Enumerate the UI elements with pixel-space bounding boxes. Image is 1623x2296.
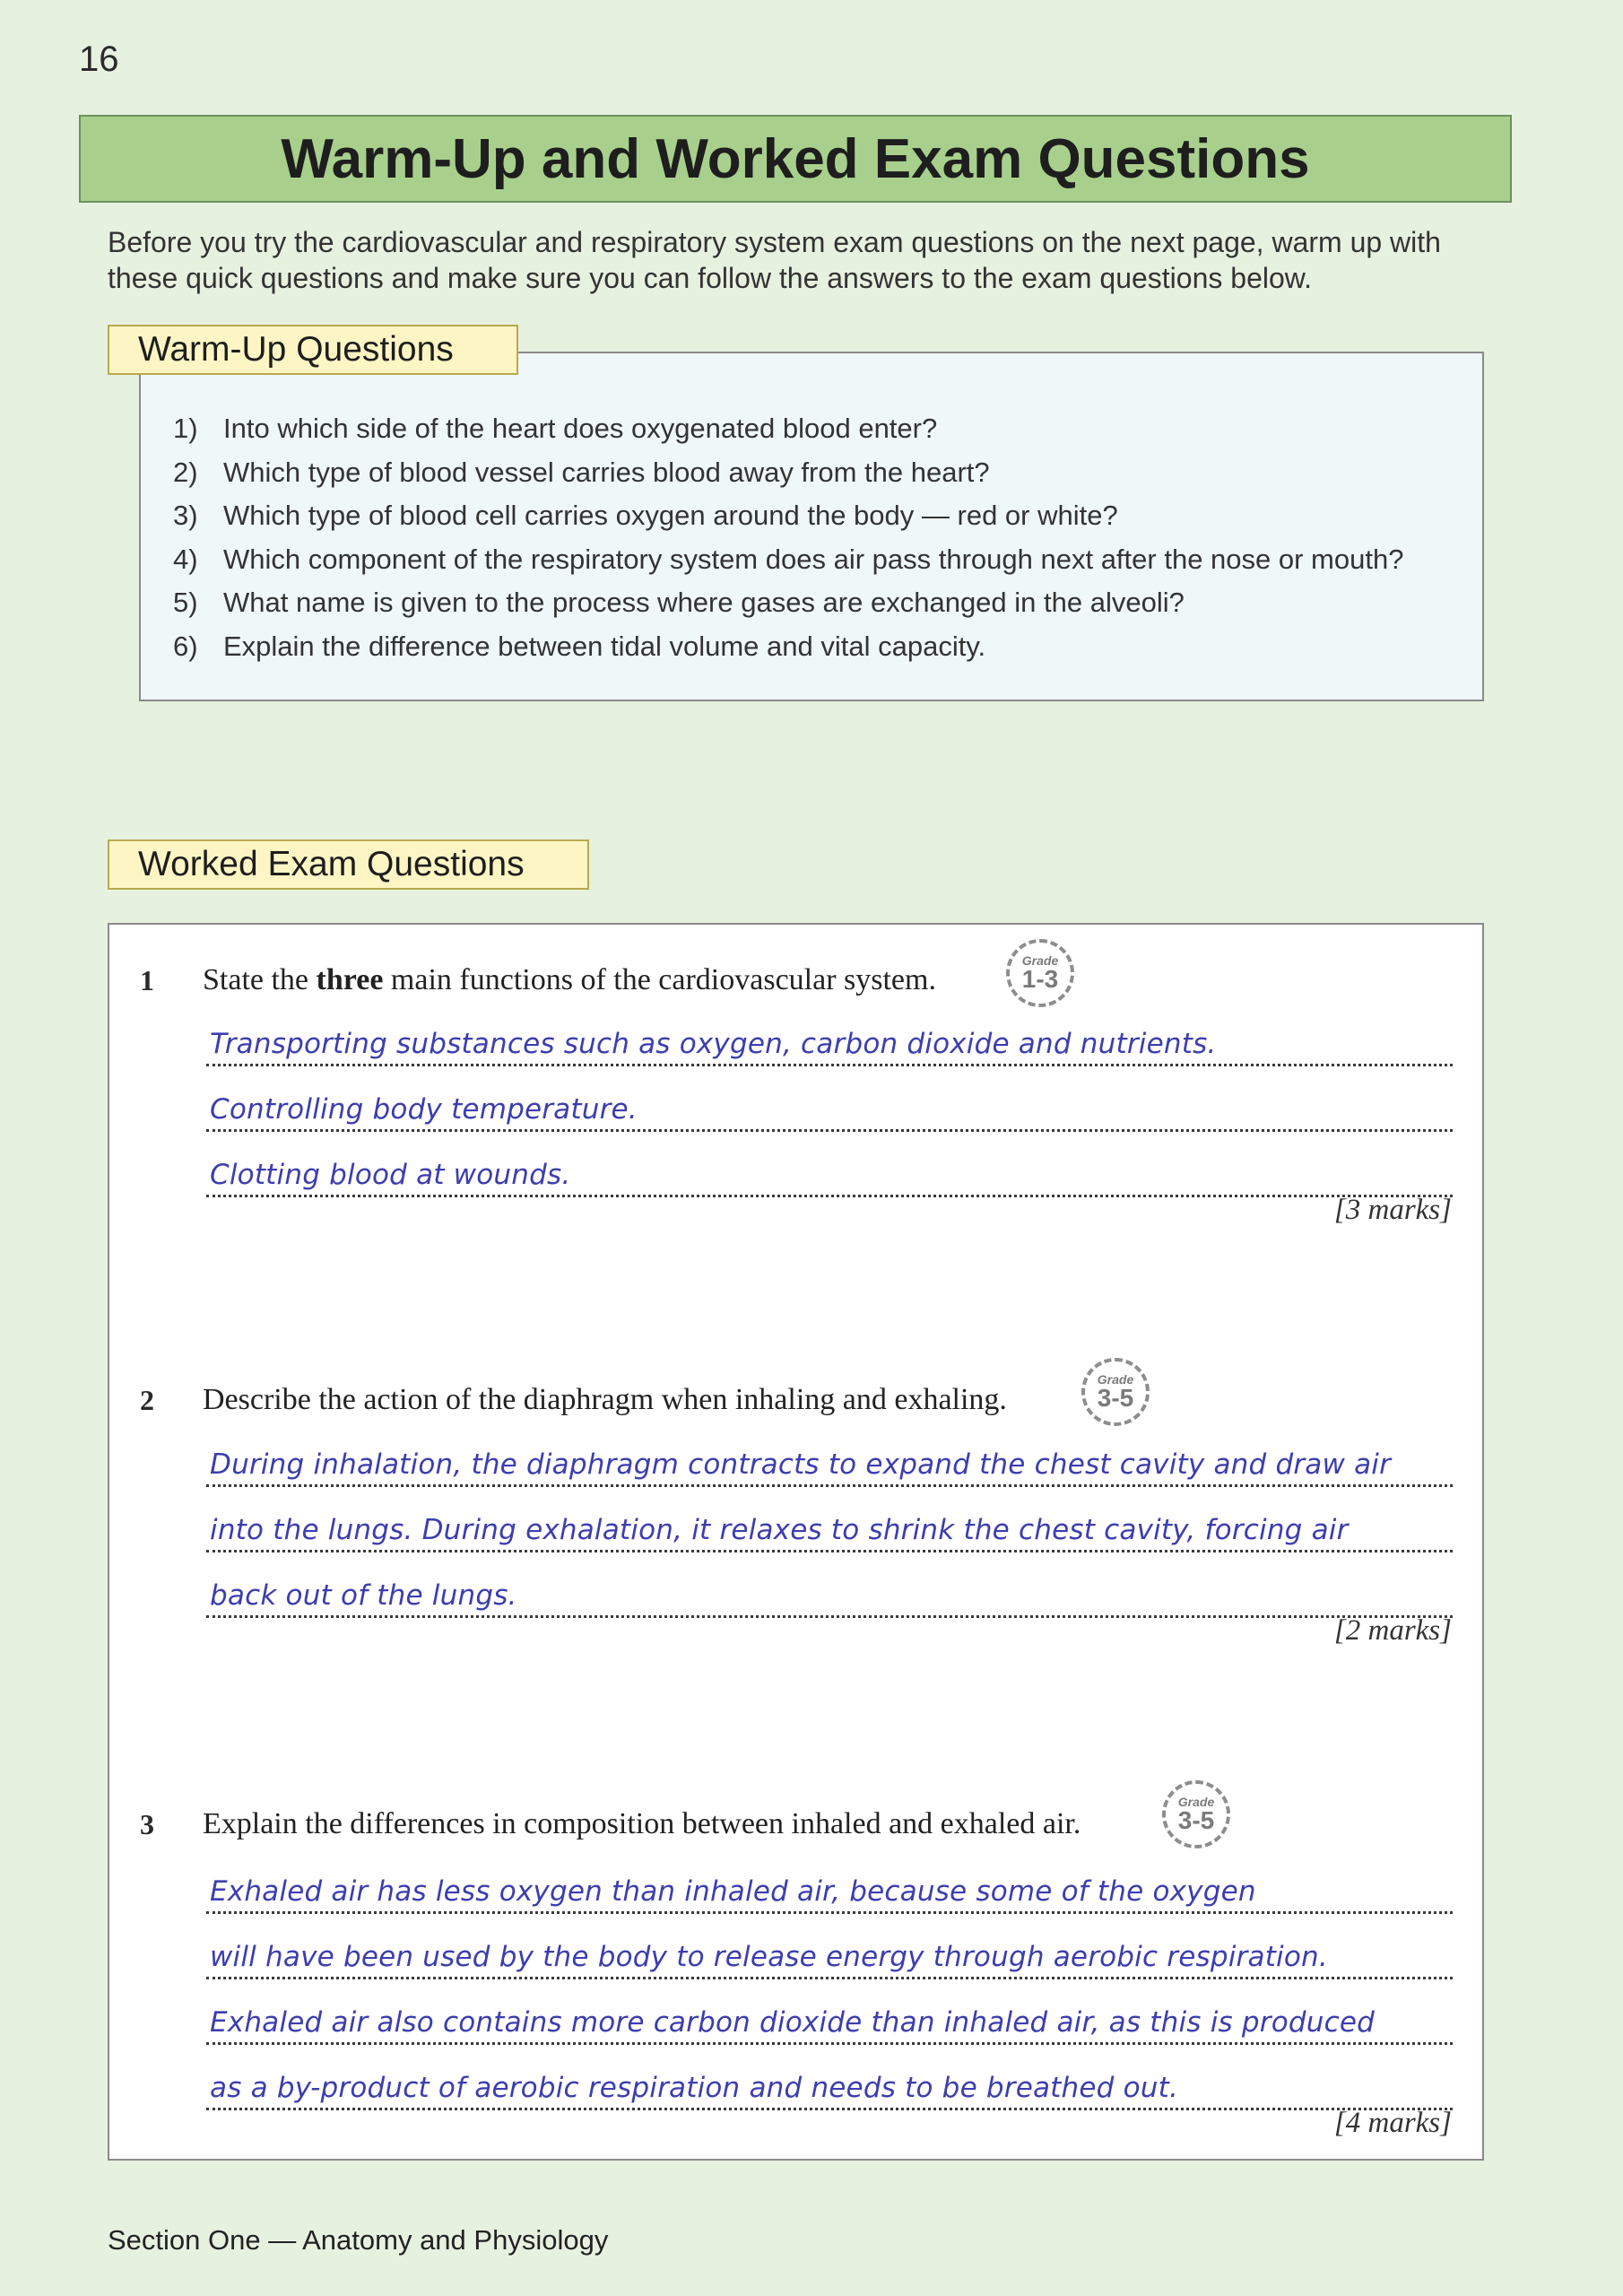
exam-question-1 — [109, 953, 1482, 1007]
warmup-question — [173, 494, 1403, 538]
warmup-question-number: 5) — [173, 587, 198, 618]
grade-range: 1-3 — [1021, 965, 1059, 993]
warmup-question-number: 3) — [173, 500, 198, 531]
warmup-question-number: 1) — [173, 413, 198, 444]
answer-line: Exhaled air also contains more carbon dioxide than inhaled air, as this is produced — [206, 2000, 1453, 2045]
grade-word: Grade — [1021, 953, 1059, 968]
warmup-question-list — [173, 407, 1403, 668]
warmup-question-text: Which type of blood cell carries oxygen around the body — red or white? — [223, 500, 1118, 531]
grade-word: Grade — [1177, 1795, 1215, 1809]
warmup-question — [173, 581, 1403, 625]
warmup-heading: Warm-Up Questions — [108, 325, 518, 375]
intro-text: Before you try the cardiovascular and respiratory system exam questions on the next page, warm up with these quick questions and make sure you can follow the answers to the exam questions below. — [108, 226, 1441, 294]
grade-badge-icon — [1081, 1358, 1150, 1426]
marks-label: [2 marks] — [1333, 1614, 1452, 1647]
marks-label: [4 marks] — [1333, 2107, 1452, 2139]
grade-word: Grade — [1097, 1372, 1134, 1387]
warmup-question — [173, 451, 1403, 495]
warmup-question-number: 6) — [173, 630, 198, 662]
warmup-question — [173, 625, 1403, 669]
answer-line: will have been used by the body to release energy through aerobic respiration. — [206, 1935, 1453, 1979]
exam-question-2 — [109, 1373, 1482, 1427]
warmup-question-text: Which type of blood vessel carries blood away from the heart? — [223, 456, 990, 488]
exam-question-3 — [109, 1797, 1482, 1851]
answer-line: During inhalation, the diaphragm contracts to expand the chest cavity and draw air — [206, 1442, 1453, 1487]
warmup-box — [139, 352, 1484, 701]
answer-line: Clotting blood at wounds. — [206, 1152, 1453, 1197]
warmup-question — [173, 538, 1403, 582]
marks-label: [3 marks] — [1333, 1194, 1452, 1226]
question-text-emphasis: three — [316, 963, 384, 996]
warmup-question-number: 2) — [173, 456, 198, 488]
warmup-question-text: Into which side of the heart does oxygenated blood enter? — [223, 413, 938, 444]
answer-line: Controlling body temperature. — [206, 1087, 1453, 1132]
warmup-question-text: Which component of the respiratory system does air pass through next after the nose or mouth? — [223, 543, 1404, 575]
question-text-start: State the — [203, 963, 317, 996]
page-title: Warm-Up and Worked Exam Questions — [79, 115, 1512, 203]
grade-range: 3-5 — [1097, 1384, 1134, 1412]
answer-line: Exhaled air has less oxygen than inhaled air, because some of the oxygen — [206, 1869, 1453, 1914]
question-text: Explain the differences in composition between inhaled and exhaled air. — [203, 1807, 1081, 1840]
warmup-question-number: 4) — [173, 543, 198, 575]
answer-line: as a by-product of aerobic respiration and needs to be breathed out. — [206, 2066, 1453, 2110]
warmup-question — [173, 407, 1403, 451]
answer-line: Transporting substances such as oxygen, carbon dioxide and nutrients. — [206, 1022, 1453, 1066]
question-text-end: main functions of the cardiovascular system. — [383, 963, 936, 996]
answer-line: back out of the lungs. — [206, 1573, 1453, 1618]
grade-badge-icon — [1162, 1780, 1230, 1848]
warmup-question-text: Explain the difference between tidal volume and vital capacity. — [223, 630, 986, 662]
page-number: 16 — [79, 39, 119, 79]
grade-badge-icon — [1006, 939, 1074, 1007]
worked-exam-box — [108, 923, 1484, 2161]
warmup-question-text: What name is given to the process where gases are exchanged in the alveoli? — [223, 587, 1185, 618]
question-number: 3 — [140, 1808, 154, 1840]
question-text — [203, 953, 936, 1007]
worked-heading: Worked Exam Questions — [108, 839, 589, 890]
answer-line: into the lungs. During exhalation, it relaxes to shrink the chest cavity, forcing air — [206, 1508, 1453, 1552]
question-number: 1 — [140, 964, 154, 996]
question-number: 2 — [140, 1384, 154, 1416]
footer-section-label: Section One — Anatomy and Physiology — [108, 2224, 609, 2256]
grade-range: 3-5 — [1177, 1806, 1215, 1834]
question-text: Describe the action of the diaphragm when inhaling and exhaling. — [203, 1383, 1007, 1416]
